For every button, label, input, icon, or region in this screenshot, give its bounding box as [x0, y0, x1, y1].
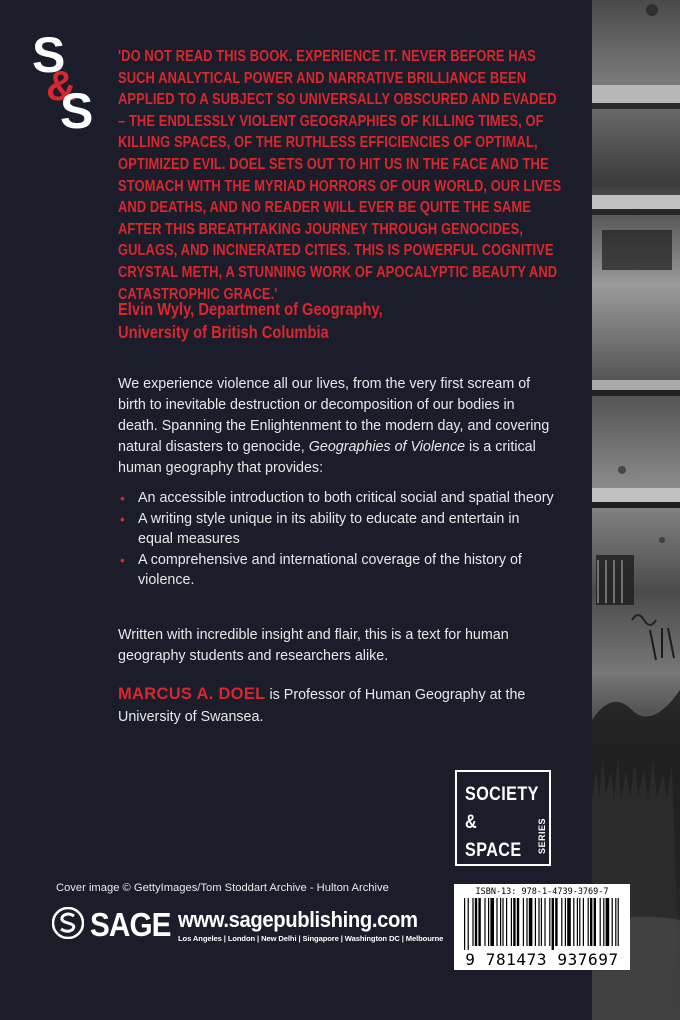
- barcode-bar: [579, 898, 580, 946]
- series-badge: [455, 770, 551, 866]
- barcode-bar: [523, 898, 524, 946]
- barcode-bar: [517, 898, 519, 946]
- barcode-bar: [565, 898, 566, 946]
- cover-image-credit: Cover image © GettyImages/Tom Stoddart Archive - Hulton Archive: [56, 882, 389, 894]
- closing-statement: Written with incredible insight and flair, this is a text for human geography students and researchers alike.: [118, 627, 509, 664]
- series-line-3: SPACE: [465, 840, 522, 861]
- barcode-bar: [567, 898, 571, 946]
- publisher-url[interactable]: www.sagepublishing.com: [178, 907, 418, 932]
- series-vertical-label: SERIES: [537, 817, 547, 854]
- book-title-italic: Geographies of Violence: [308, 439, 466, 455]
- barcode-bar: [464, 898, 465, 950]
- author-bio: [118, 683, 558, 728]
- barcode-bar: [573, 898, 574, 946]
- barcode-bar: [488, 898, 489, 946]
- barcode-bar: [612, 898, 613, 946]
- barcode-bar: [472, 898, 473, 946]
- barcode-bar: [484, 898, 485, 946]
- series-line-2: &: [465, 812, 478, 833]
- barcode-bar: [618, 898, 619, 946]
- barcode-bar: [506, 898, 507, 946]
- bullet-icon: •: [120, 551, 125, 568]
- sage-globe-icon: [52, 907, 84, 939]
- bullet-icon: •: [120, 490, 125, 506]
- barcode-bar: [590, 898, 592, 946]
- barcode-bar: [526, 898, 527, 946]
- cover-photo-strip: [592, 0, 680, 1020]
- barcode-bar: [511, 898, 512, 946]
- list-item: • A writing style unique in its ability to educate and entertain in equal measures: [120, 510, 520, 548]
- barcode-bar: [475, 898, 477, 946]
- endorsement-quote: 'DO NOT READ THIS BOOK. EXPERIENCE IT. NEVER BEFORE HAS SUCH ANALYTICAL POWER AND NARRATIVE BRILLIANCE BEEN APPLIED TO A SUBJECT SO UNIVERSALLY OBSCURED AND EVADED – THE ENDLESSLY VIOLENT GEOGRAPHIES OF KILLING TIMES, OF KILLING SPACES, OF THE RUTHLESS EFFICIENCIES OF OPTIMAL, OPTIMIZED EVIL. DOEL SETS OUT TO HIT US IN THE FACE AND THE STOMACH WITH THE MYRIAD HORRORS OF OUR WORLD, OUR LIVES AND DEATHS, AND NO READER WILL EVER BE QUITE THE SAME AFTER THIS BREATHTAKING JOURNEY THROUGH GENOCIDES, GULAGS, AND INCINERATED CITIES. THIS IS POWERFUL COGNITIVE CRYSTAL METH, A STUNNING WORK OF APOCALYPTIC BEAUTY AND CATASTROPHIC GRACE.': [118, 48, 562, 303]
- barcode-bar: [594, 898, 596, 946]
- description-part1: We experience violence all our lives, from the very first scream of birth to inevitable destruction or decomposition of our bodies in death. Spanning the Enlightenment to the modern day, and covering natural disasters to genocide,: [118, 376, 550, 455]
- barcode-bar: [529, 898, 533, 946]
- barcode-bar: [555, 898, 557, 946]
- list-item: • A comprehensive and international coverage of the history of violence.: [120, 551, 522, 589]
- attribution-affiliation-line: University of British Columbia: [118, 322, 329, 342]
- barcode-bar: [500, 898, 501, 946]
- barcode-bar: [561, 898, 562, 946]
- description-part2: is a critical human geography that provides:: [118, 439, 536, 476]
- list-item: • An accessible introduction to both critical social and spatial theory: [118, 488, 558, 509]
- barcode-bar: [544, 898, 545, 946]
- barcode-bar: [513, 898, 515, 946]
- barcode-bar: [600, 898, 601, 946]
- barcode-bar: [588, 898, 589, 946]
- isbn-barcode: [454, 884, 630, 970]
- publisher-cities: Los Angeles | London | New Delhi | Singapore | Washington DC | Melbourne: [178, 934, 444, 943]
- endorsement-attribution: [118, 298, 383, 344]
- barcode-bar: [577, 898, 578, 946]
- barcode-bar: [496, 898, 497, 946]
- barcode-bars: [462, 898, 622, 950]
- publisher-name: SAGE: [90, 906, 171, 943]
- barcode-bar: [552, 898, 554, 950]
- attribution-name-line: Elvin Wyly, Department of Geography,: [118, 299, 383, 319]
- society-space-logo: [30, 28, 100, 134]
- barcode-bar: [538, 898, 539, 946]
- building-ruin-illustration: [592, 0, 680, 1020]
- barcode-bar: [615, 898, 616, 946]
- barcode-bar: [583, 898, 584, 946]
- barcode-bar: [535, 898, 536, 946]
- barcode-bar: [468, 898, 469, 950]
- barcode-bar: [549, 898, 550, 946]
- barcode-bar: [478, 898, 480, 946]
- barcode-bar: [603, 898, 604, 946]
- publisher-block: [52, 906, 444, 946]
- barcode-bar: [490, 898, 494, 946]
- bullet-icon: •: [120, 510, 125, 527]
- isbn-label: ISBN-13: 978-1-4739-3769-7: [475, 887, 609, 897]
- author-bio-text: is Professor of Human Geography at the University of Swansea.: [118, 687, 526, 725]
- book-description: [118, 374, 558, 479]
- barcode-bar: [502, 898, 503, 946]
- series-line-1: SOCIETY: [465, 784, 539, 805]
- svg-text:&: &: [46, 62, 77, 109]
- barcode-digits: 9 781473 937697: [465, 950, 619, 969]
- svg-text:S: S: [32, 28, 66, 83]
- barcode-bar: [606, 898, 610, 946]
- feature-list: [118, 488, 558, 591]
- svg-text:S: S: [60, 83, 94, 134]
- barcode-bar: [541, 898, 542, 946]
- author-name: MARCUS A. DOEL: [118, 685, 266, 703]
